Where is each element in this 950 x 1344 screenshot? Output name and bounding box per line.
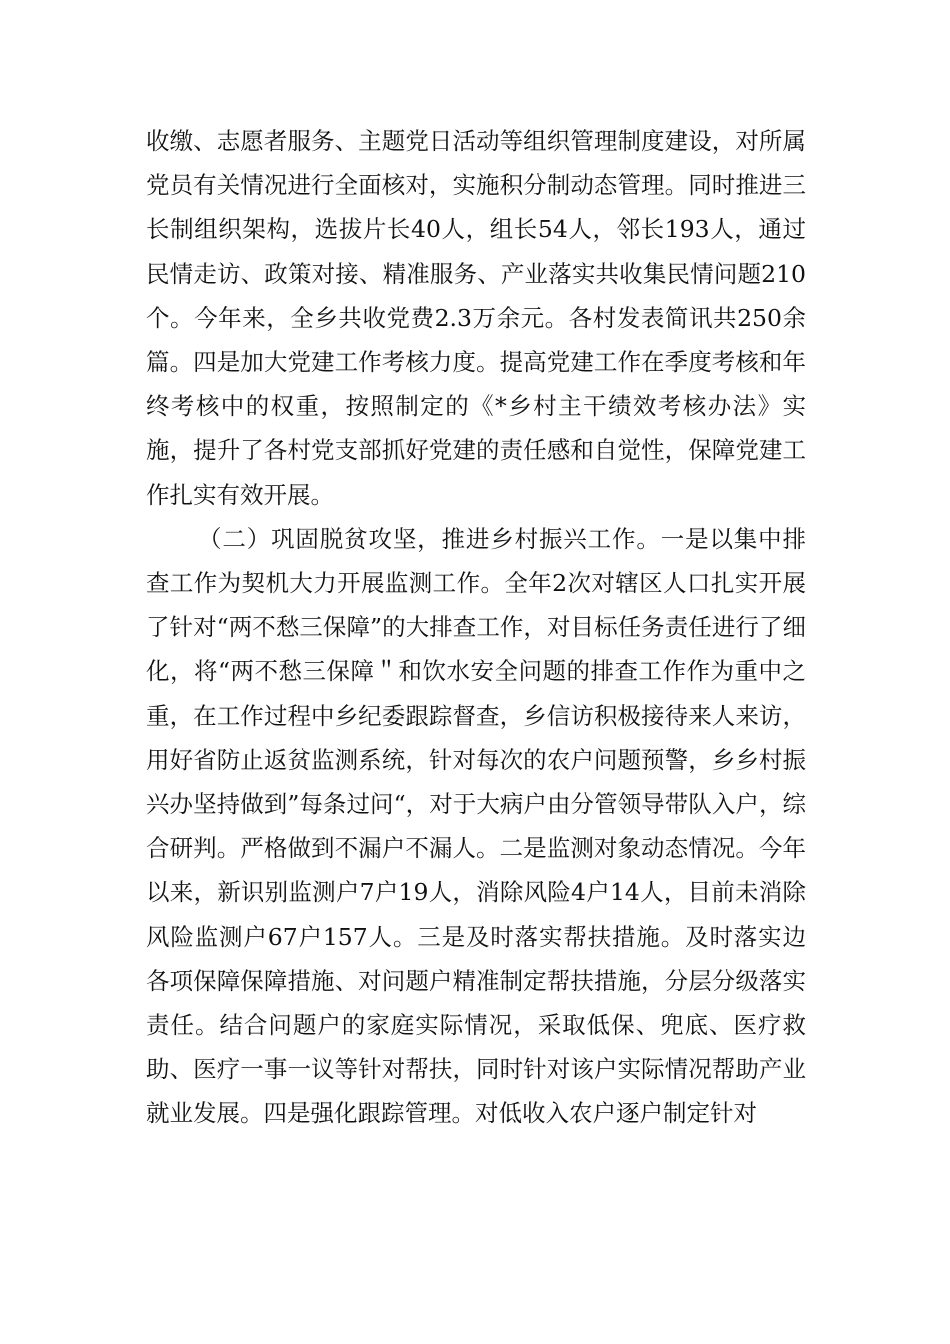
- paragraph-rural-revitalization: [146, 517, 806, 1136]
- section-heading: （二）巩固脱贫攻坚，推进乡村振兴工作。: [198, 524, 661, 553]
- paragraph-party-building: [146, 119, 806, 517]
- paragraph-rural-revitalization-text: 一是以集中排查工作为契机大力开展监测工作。全年2次对辖区人口扎实开展了针对“两不愁三保障”的大排查工作，对目标任务责任进行了细化，将“两不愁三保障＂和饮水安全问题的排查工作作为重中之重，在工作过程中乡纪委跟踪督查，乡信访积极接待来人来访，用好省防止返贫监测系统，针对每次的农户问题预警，乡乡村振兴办坚持做到”每条过问“，对于大病户由分管领导带队入户，综合研判。严格做到不漏户不漏人。二是监测对象动态情况。今年以来，新识别监测户7户19人，消除风险4户14人，目前未消除风险监测户67户157人。三是及时落实帮扶措施。及时落实边各项保障保障措施、对问题户精准制定帮扶措施，分层分级落实责任。结合问题户的家庭实际情况，采取低保、兜底、医疗救助、医疗一事一议等针对帮扶，同时针对该户实际情况帮助产业就业发展。四是强化跟踪管理。对低收入农户逐户制定针对: [146, 524, 807, 1128]
- paragraph-party-building-text: 收缴、志愿者服务、主题党日活动等组织管理制度建设，对所属党员有关情况进行全面核对，实施积分制动态管理。同时推进三长制组织架构，选拔片长40人，组长54人，邻长193人，通过民情走访、政策对接、精准服务、产业落实共收集民情问题210个。今年来，全乡共收党费2.3万余元。各村发表简讯共250余篇。四是加大党建工作考核力度。提高党建工作在季度考核和年终考核中的权重，按照制定的《*乡村主干绩效考核办法》实施，提升了各村党支部抓好党建的责任感和自觉性，保障党建工作扎实有效开展。: [146, 127, 806, 509]
- document-body: [146, 119, 806, 1136]
